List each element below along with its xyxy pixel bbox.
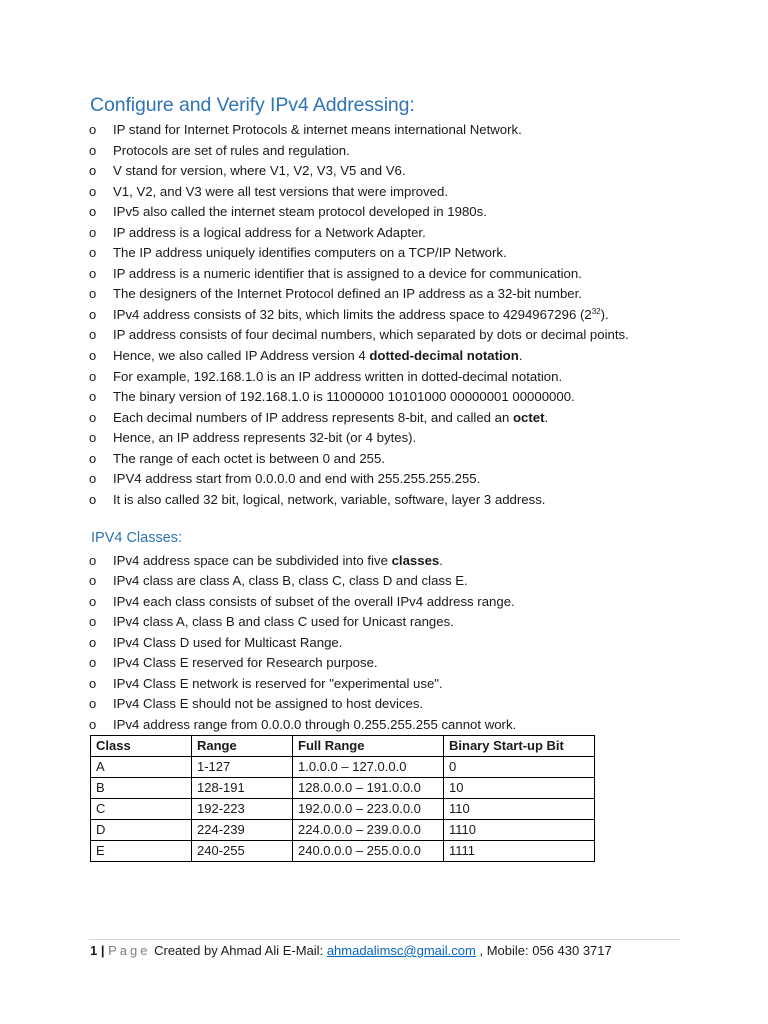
list-item-text: The range of each octet is between 0 and 255. (113, 450, 385, 466)
table-cell: 240-255 (192, 841, 293, 862)
bullet-marker: o (89, 389, 97, 405)
bullet-marker: o (89, 265, 97, 281)
table-cell: 110 (444, 799, 595, 820)
page-title: Configure and Verify IPv4 Addressing: (90, 94, 415, 116)
list-item (0, 182, 768, 203)
list-item (0, 490, 768, 511)
list-item-text: IP address is a numeric identifier that is assigned to a device for communication. (113, 265, 582, 281)
table-header-cell: Binary Start-up Bit (444, 736, 595, 757)
bullet-marker: o (89, 204, 97, 220)
table-header-row (91, 736, 595, 757)
list-item-text: V1, V2, and V3 were all test versions that were improved. (113, 183, 448, 199)
list-item-text: Hence, an IP address represents 32-bit (or 4 bytes). (113, 430, 417, 446)
list-item-text: IP address is a logical address for a Network Adapter. (113, 224, 426, 240)
list-item (0, 141, 768, 162)
list-item (0, 367, 768, 388)
bullet-marker: o (89, 614, 97, 630)
bullet-marker: o (89, 450, 97, 466)
list-item (0, 243, 768, 264)
list-item-text-end: ). (600, 306, 609, 322)
footer-mobile: , Mobile: 056 430 3717 (479, 943, 612, 958)
list-item-text: IPv5 also called the internet steam protocol developed in 1980s. (113, 204, 487, 220)
list-item-text: It is also called 32 bit, logical, network, variable, software, layer 3 address. (113, 491, 546, 507)
table-cell: B (91, 778, 192, 799)
intro-bullet-list (0, 120, 768, 510)
list-item (0, 161, 768, 182)
bullet-marker: o (89, 183, 97, 199)
table-cell: 1.0.0.0 – 127.0.0.0 (293, 757, 444, 778)
table-cell: 1-127 (192, 757, 293, 778)
list-item-text: IPv4 class are class A, class B, class C, class D and class E. (113, 573, 468, 589)
footer-divider (89, 939, 680, 940)
list-item (0, 120, 768, 141)
table-cell: 0 (444, 757, 595, 778)
table-cell: 10 (444, 778, 595, 799)
bold-term: octet (513, 409, 545, 425)
list-item (0, 592, 768, 613)
bullet-marker: o (89, 573, 97, 589)
list-item-text-end: . (518, 348, 523, 364)
list-item-text: For example, 192.168.1.0 is an IP address written in dotted-decimal notation. (113, 368, 563, 384)
list-item (0, 223, 768, 244)
table-cell: E (91, 841, 192, 862)
bullet-marker: o (89, 163, 97, 179)
bullet-marker: o (89, 696, 97, 712)
list-item-text: IP stand for Internet Protocols & internet means international Network. (113, 122, 522, 137)
list-item (0, 284, 768, 305)
bullet-marker: o (89, 306, 97, 322)
table-header-cell: Class (91, 736, 192, 757)
bullet-marker: o (89, 430, 97, 446)
table-cell: 1110 (444, 820, 595, 841)
list-item (0, 428, 768, 449)
bullet-marker: o (89, 675, 97, 691)
list-item-text: The binary version of 192.168.1.0 is 11000000 10101000 00000001 00000000. (113, 389, 575, 405)
table-cell: D (91, 820, 192, 841)
email-link[interactable]: ahmadalimsc@gmail.com (326, 943, 476, 958)
table-cell: A (91, 757, 192, 778)
bullet-marker: o (89, 471, 97, 487)
list-item (0, 305, 768, 326)
list-item-text: The IP address uniquely identifies computers on a TCP/IP Network. (113, 245, 507, 261)
table-cell: 224.0.0.0 – 239.0.0.0 (293, 820, 444, 841)
table-cell: 240.0.0.0 – 255.0.0.0 (293, 841, 444, 862)
list-item (0, 633, 768, 654)
list-item (0, 387, 768, 408)
bullet-marker: o (89, 593, 97, 609)
list-item (0, 264, 768, 285)
table-cell: 1111 (444, 841, 595, 862)
list-item (0, 612, 768, 633)
table-row (91, 799, 595, 820)
table-cell: 224-239 (192, 820, 293, 841)
list-item-text: IP address consists of four decimal numbers, which separated by dots or decimal points. (113, 327, 629, 343)
list-item (0, 469, 768, 490)
list-item-text: IPv4 Class E network is reserved for "experimental use". (113, 675, 443, 691)
list-item-text: IPv4 Class D used for Multicast Range. (113, 634, 343, 650)
list-item-text-end: . (544, 409, 549, 425)
table-cell: 128.0.0.0 – 191.0.0.0 (293, 778, 444, 799)
bullet-marker: o (89, 122, 97, 137)
bullet-marker: o (89, 245, 97, 261)
list-item (0, 653, 768, 674)
list-item (0, 325, 768, 346)
list-item-text: Protocols are set of rules and regulation. (113, 142, 350, 158)
page-number: 1 | (90, 943, 105, 958)
table-cell: 128-191 (192, 778, 293, 799)
bullet-marker: o (89, 142, 97, 158)
list-item (0, 674, 768, 695)
bullet-marker: o (89, 409, 97, 425)
page-footer (90, 943, 612, 958)
list-item-text-end: . (439, 552, 443, 568)
bullet-marker: o (89, 491, 97, 507)
table-row (91, 841, 595, 862)
bullet-marker: o (89, 634, 97, 650)
table-cell: 192-223 (192, 799, 293, 820)
bullet-marker: o (89, 716, 97, 732)
bullet-marker: o (89, 348, 97, 364)
list-item-text: IPv4 address range from 0.0.0.0 through 0.255.255.255 cannot work. (113, 716, 517, 732)
list-item (0, 449, 768, 470)
list-item (0, 694, 768, 715)
list-item-text: IPv4 Class E reserved for Research purpose. (113, 655, 378, 671)
table-cell: 192.0.0.0 – 223.0.0.0 (293, 799, 444, 820)
table-header-cell: Full Range (293, 736, 444, 757)
classes-bullet-list (0, 551, 768, 736)
table-row (91, 820, 595, 841)
table-row (91, 778, 595, 799)
bullet-marker: o (89, 368, 97, 384)
list-item-text: IPv4 each class consists of subset of the overall IPv4 address range. (113, 593, 515, 609)
ipv4-classes-table (90, 735, 595, 862)
bullet-marker: o (89, 552, 97, 568)
bullet-marker: o (89, 655, 97, 671)
bullet-marker: o (89, 224, 97, 240)
list-item-text: Each decimal numbers of IP address represents 8-bit, and called an (113, 409, 513, 425)
bullet-marker: o (89, 327, 97, 343)
table-row (91, 757, 595, 778)
table-header-cell: Range (192, 736, 293, 757)
list-item-text: IPv4 address consists of 32 bits, which limits the address space to 4294967296 (2 (113, 306, 592, 322)
list-item-text: V stand for version, where V1, V2, V3, V5 and V6. (113, 163, 406, 179)
bold-term: classes (391, 552, 440, 568)
list-item (0, 408, 768, 429)
bold-term: dotted-decimal notation (369, 348, 519, 364)
list-item-text: IPv4 Class E should not be assigned to host devices. (113, 696, 424, 712)
list-item (0, 346, 768, 367)
page-word: Page (108, 943, 151, 958)
footer-credit: Created by Ahmad Ali E-Mail: (154, 943, 324, 958)
list-item-text: Hence, we also called IP Address version 4 (113, 348, 370, 364)
list-item (0, 715, 768, 736)
classes-heading: IPV4 Classes: (91, 530, 183, 546)
list-item-text: The designers of the Internet Protocol defined an IP address as a 32-bit number. (113, 286, 582, 302)
table-cell: C (91, 799, 192, 820)
list-item (0, 551, 768, 572)
list-item (0, 571, 768, 592)
list-item-text: IPv4 class A, class B and class C used for Unicast ranges. (113, 614, 454, 630)
list-item-text: IPV4 address start from 0.0.0.0 and end with 255.255.255.255. (113, 471, 481, 487)
list-item-text: IPv4 address space can be subdivided into five (113, 552, 392, 568)
bullet-marker: o (89, 286, 97, 302)
superscript: 32 (591, 306, 601, 316)
list-item (0, 202, 768, 223)
